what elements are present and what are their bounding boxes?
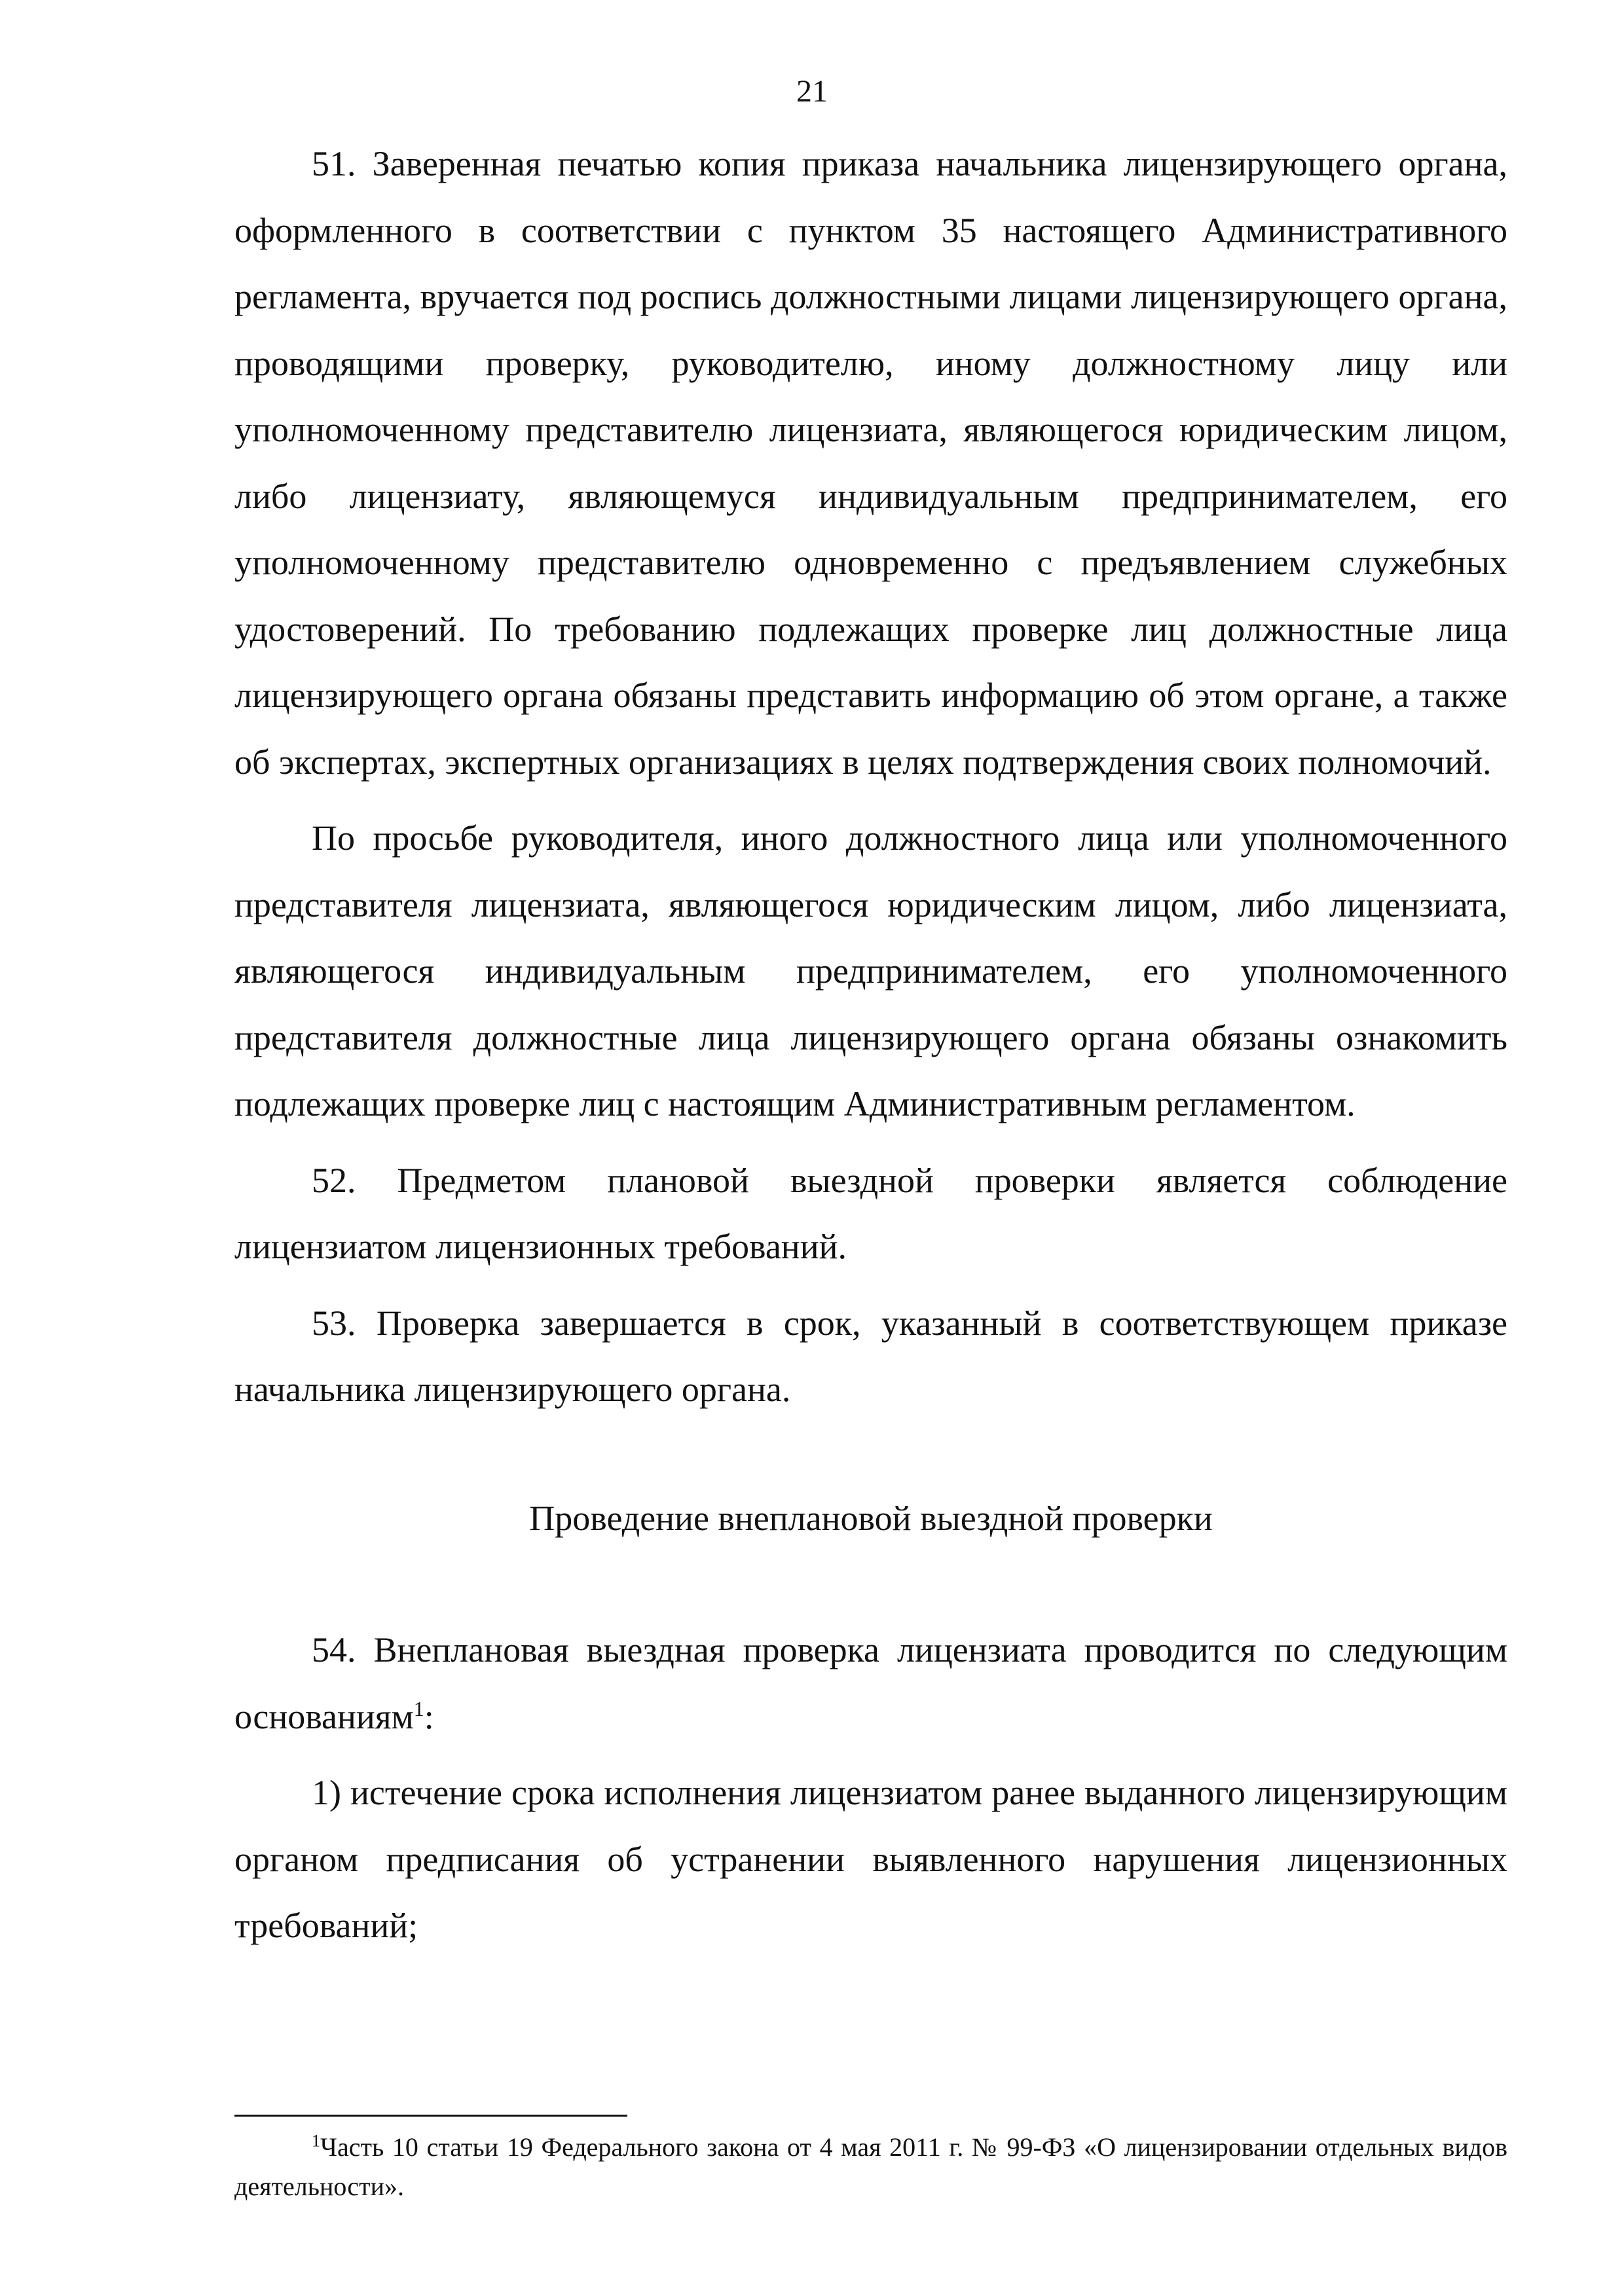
section-heading: Проведение внеплановой выездной проверки [529,1498,1213,1538]
paragraph-54-colon: : [424,1696,434,1736]
paragraph-54-item-1: 1) истечение срока исполнения лицензиатом ранее выданного лицензирующим органом предписания об устранении выявленного нарушения лицензионных требований; [234,1773,1507,1945]
footnote-divider [234,2115,627,2117]
paragraph-54 [234,1617,1507,1750]
paragraph-54-text: 54. Внеплановая выездная проверка лицензиата проводится по следующим основаниям [234,1630,1507,1736]
footnote [234,2128,1507,2206]
paragraph-51-continued: По просьбе руководителя, иного должностного лица или уполномоченного представителя лицензиата, являющегося юридическим лицом, либо лицензиата, являющегося индивидуальным предпринимателем, его уполномоченного представителя должностные лица лицензирующего органа обязаны ознакомить подлежащих проверке лиц с настоящим Административным регламентом. [234,818,1507,1123]
paragraph-52: 52. Предметом плановой выездной проверки является соблюдение лицензиатом лицензионных требований. [234,1160,1507,1266]
document-body [234,131,1507,1969]
footnote-marker: 1 [312,2131,320,2151]
page-number: 21 [796,74,828,109]
paragraph-51: 51. Заверенная печатью копия приказа начальника лицензирующего органа, оформленного в соответствии с пунктом 35 настоящего Административного регламента, вручается под роспись должностными лицами лицензирующего органа, проводящими проверку, руководителю, иному должностному лицу или уполномоченному представителю лицензиата, являющегося юридическим лицом, либо лицензиату, являющемуся индивидуальным предпринимателем, его уполномоченному представителю одновременно с предъявлением служебных удостоверений. По требованию подлежащих проверке лиц должностные лица лицензирующего органа обязаны представить информацию об этом органе, а также об экспертах, экспертных организациях в целях подтверждения своих полномочий. [234,144,1507,782]
footnote-text: Часть 10 статьи 19 Федерального закона от 4 мая 2011 г. № 99-ФЗ «О лицензировании отдельных видов деятельности». [234,2132,1507,2201]
paragraph-53: 53. Проверка завершается в срок, указанный в соответствующем приказе начальника лицензирующего органа. [234,1303,1507,1409]
footnote-reference[interactable]: 1 [413,1696,424,1721]
